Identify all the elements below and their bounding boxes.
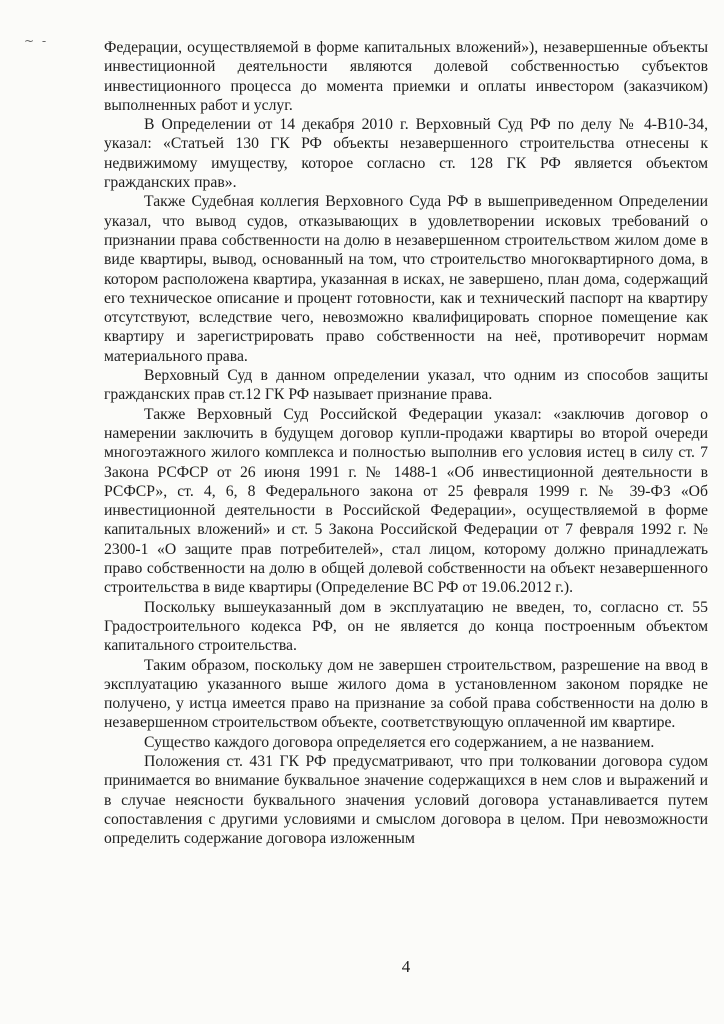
paragraph-continuation: Федерации, осуществляемой в форме капитальных вложений»), незавершенные объекты инвестиционной деятельности являются долевой собственностью субъектов инвестиционного процесса до момента приемки и оплаты инвестором (заказчиком) выполненных работ и услуг. xyxy=(104,39,708,114)
paragraph-conclusion: Таким образом, поскольку дом не завершен строительством, разрешение на ввод в эксплуатацию указанного выше жилого дома в установленном законом порядке не получено, у истца имеется право на признание за собой права собственности на долю в незавершенном строительством объекте, соответствующую оплаченной им квартире. xyxy=(104,656,708,732)
paragraph-determination-2010: В Определении от 14 декабря 2010 г. Верховный Суд РФ по делу № 4-В10-34, указал: «Статьей 130 ГК РФ объекты незавершенного строительства отнесены к недвижимому имуществу, которое согласно ст. 128 ГК РФ является объектом гражданских прав». xyxy=(104,116,708,192)
paragraph-protection-methods: Верховный Суд в данном определении указал, что одним из способов защиты гражданских прав ст.12 ГК РФ называет признание права. xyxy=(104,367,708,404)
paragraph-contract-essence: Существо каждого договора определяется его содержанием, а не названием. xyxy=(144,733,655,751)
paragraph-supreme-court-quote: Также Верховный Суд Российской Федерации указал: «заключив договор о намерении заключить в будущем договор купли-продажи квартиры во второй очереди многоэтажного жилого комплекса и полностью выполнив его условия истец в силу ст. 7 Закона РСФСР от 26 июня 1991 г. № 1488-1 «Об инвестиционной деятельности в РСФСР», ст. 4, 6, 8 Федерального закона от 25 февраля 1999 г. № 39-ФЗ «Об инвестиционной деятельности в Российской Федерации», осуществляемой в форме капитальных вложений» и ст. 5 Закона Российской Федерации от 7 февраля 1992 г. № 2300-1 «О защите прав потребителей», стал лицом, которому должно принадлежать право собственности на долю в общей долевой собственности на объект незавершенного строительства в виде квартиры (Определение ВС РФ от 19.06.2012 г.). xyxy=(104,405,708,597)
paragraph-article-431: Положения ст. 431 ГК РФ предусматривают, что при толковании договора судом принимается во внимание буквальное значение содержащихся в нем слов и выражений и в случае неясности буквального значения условий договора устанавливается путем сопоставления с другими условиями и смыслом договора в целом. При невозможности определить содержание договора изложенным xyxy=(104,752,708,848)
document-body xyxy=(104,38,708,848)
paragraph-house-not-commissioned: Поскольку вышеуказанный дом в эксплуатацию не введен, то, согласно ст. 55 Градостроительного кодекса РФ, он не является до конца построенным объектом капитального строительства. xyxy=(104,598,708,655)
scan-edge-mark: ~ - xyxy=(24,34,49,48)
page-number: 4 xyxy=(401,957,411,976)
paragraph-judicial-board: Также Судебная коллегия Верховного Суда РФ в вышеприведенном Определении указал, что вывод судов, отказывающих в удовлетворении исковых требований о признании права собственности на долю в незавершенном строительством жилом доме в виде квартиры, вывод, основанный на том, что строительство многоквартирного дома, в котором расположена квартира, указанная в исках, не завершено, план дома, содержащий его техническое описание и процент готовности, как и технический паспорт на квартиру отсутствуют, вследствие чего, невозможно квалифицировать спорное помещение как квартиру и зарегистрировать право собственности на неё, противоречит нормам материального права. xyxy=(104,193,708,365)
